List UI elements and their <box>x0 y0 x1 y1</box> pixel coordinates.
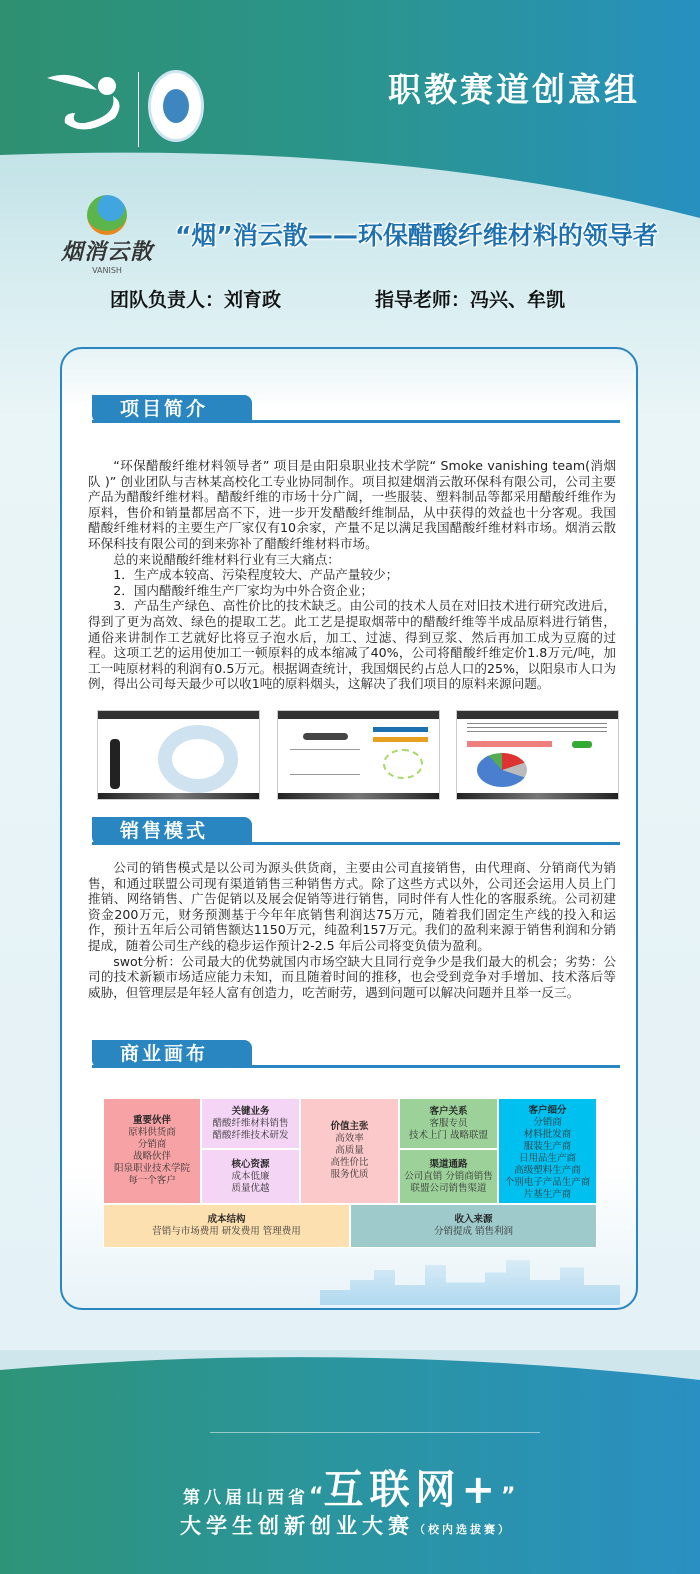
paragraph: 2．国内醋酸纤维生产厂家均为中外合资企业； <box>113 582 374 598</box>
section-header-intro <box>92 395 620 423</box>
slide-thumbnail <box>97 710 260 800</box>
section-title: 项目简介 <box>92 395 252 423</box>
competition-prefix: 第八届山西省 <box>183 1488 309 1508</box>
project-title: “烟”消云散——环保醋酸纤维材料的领导者 <box>175 221 658 250</box>
paragraph: “环保醋酸纤维材料领导者” 项目是由阳泉职业技术学院“ Smoke vanishing team(消烟队 )” 创业团队与吉林某高校化工专业协同制作。项目拟建烟消云散环保科有限公司，公司主要产品为醋酸纤维材料。醋酸纤维的市场十分广阔，一些服装、塑料制品等都采用醋酸纤维作为原料，售价和销量都居高不下，进一步开发醋酸纤维制品，从中获得的效益也十分客观。我国醋酸纤维材料的主要生产厂家仅有10余家，产量不足以满足我国醋酸纤维材料市场。烟消云散环保科技有限公司的到来弥补了醋酸纤维材料市场。 <box>88 458 616 551</box>
canvas-key-activities: 关键业务 醋酸纤维材料销售 醋酸纤维技术研发 <box>201 1098 300 1149</box>
canvas-revenue-streams: 收入来源 分销提成 销售利润 <box>350 1204 597 1248</box>
paragraph: 1．生产成本较高、污染程度较大、产品产量较少； <box>113 567 399 583</box>
category-title: 职教赛道创意组 <box>388 70 640 109</box>
section-title: 销售模式 <box>92 817 252 845</box>
competition-line2: 大学生创新创业大赛 <box>180 1514 414 1538</box>
canvas-customer-segments: 客户细分 分销商 材料批发商 服装生产商 日用品生产商 高级塑料生产商 个别电子产品生产商 片基生产商 <box>498 1098 597 1204</box>
paragraph: 3．产品生产绿色、高性价比的技术缺乏。由公司的技术人员在对旧技术进行研究改进后，得到了更为高效、绿色的提取工艺。此工艺是提取烟蒂中的醋酸纤维等半成品原料进行销售，通俗来讲制作工艺就好比将豆子泡水后，加工、过滤、得到豆浆、然后再加工成为豆腐的过程。这项工艺的运用使加工一顿原料的成本缩减了40%，公司将醋酸纤维定价1.8万元/吨，加工一吨原材料的利润有0.5万元。根据调查统计，我国烟民约占总人口的25%，以阳泉市人口为例，得出公司每天最少可以收1吨的原料烟头，这解决了我们项目的原料来源问题。 <box>88 598 616 692</box>
brand-logo <box>52 195 162 275</box>
competition-note: （校内选拔赛） <box>414 1523 512 1536</box>
canvas-value-proposition: 价值主张 高效率 高质量 高性价比 服务优质 <box>300 1098 399 1204</box>
section-title: 商业画布 <box>92 1040 252 1068</box>
paragraph: swot分析：公司最大的优势就国内市场空缺大且同行竞争少是我们最大的机会；劣势：公司的技术新颖市场适应能力未知，而且随着时间的推移，也会受到竞争对手增加、技术落后等威胁，但管理层是年轻人富有创造力，吃苦耐劳，遇到问题可以解决问题并且举一反三。 <box>88 953 616 1000</box>
team-leader: 团队负责人：刘育政 <box>110 289 282 311</box>
section-header-sales <box>92 817 620 845</box>
brand-name: 烟消云散 <box>60 240 153 265</box>
paragraph: 公司的销售模式是以公司为源头供货商，主要由公司直接销售，由代理商、分销商代为销售，和通过联盟公司现有渠道销售三种销售方式。除了这些方式以外，公司还会运用人员上门推销、网络销售、广告促销以及展会促销等进行销售，同时伴有人性化的客服系统。公司初建资金200万元，财务预测基于今年年底销售利润达75万元，随着我们固定生产线的投入和运作，预计五年后公司销售额达1150万元，纯盈利157万元。我们的盈利来源于销售利润和分销提成，随着公司生产线的稳步运作预计2-2.5 年后公司将变负债为盈利。 <box>88 860 616 953</box>
circuit-line-decoration <box>210 1432 540 1454</box>
slide-thumbnail <box>277 710 440 800</box>
brand-leaf-icon <box>87 195 127 235</box>
canvas-cost-structure: 成本结构 营销与市场费用 研发费用 管理费用 <box>103 1204 350 1248</box>
section-header-canvas <box>92 1040 620 1068</box>
sales-text <box>88 860 616 1000</box>
advisors: 指导老师：冯兴、牟凯 <box>375 289 566 311</box>
canvas-channels: 渠道通路 公司直销 分销商销售 联盟公司销售渠道 <box>399 1149 498 1204</box>
competition-subtitle <box>180 1510 512 1540</box>
slide-thumbnails <box>97 710 619 800</box>
canvas-key-resources: 核心资源 成本低廉 质量优越 <box>201 1149 300 1204</box>
competition-name: 第八届山西省“互联网+” <box>183 1467 516 1513</box>
competition-main: 互联网+ <box>323 1467 501 1513</box>
canvas-key-partners: 重要伙伴 原料供货商 分销商 战略伙伴 阳泉职业技术学院 每一个客户 <box>103 1098 201 1204</box>
school-seal-icon <box>148 70 204 142</box>
logo-divider <box>138 72 139 147</box>
paragraph: 总的来说醋酸纤维材料行业有三大痛点： <box>113 551 340 567</box>
canvas-customer-relations: 客户关系 客服专员 技术上门 战略联盟 <box>399 1098 498 1149</box>
competition-logo-icon <box>45 68 130 138</box>
business-model-canvas <box>103 1098 597 1248</box>
brand-english: VANISH <box>92 266 122 275</box>
intro-text <box>88 458 616 692</box>
slide-thumbnail <box>456 710 619 800</box>
